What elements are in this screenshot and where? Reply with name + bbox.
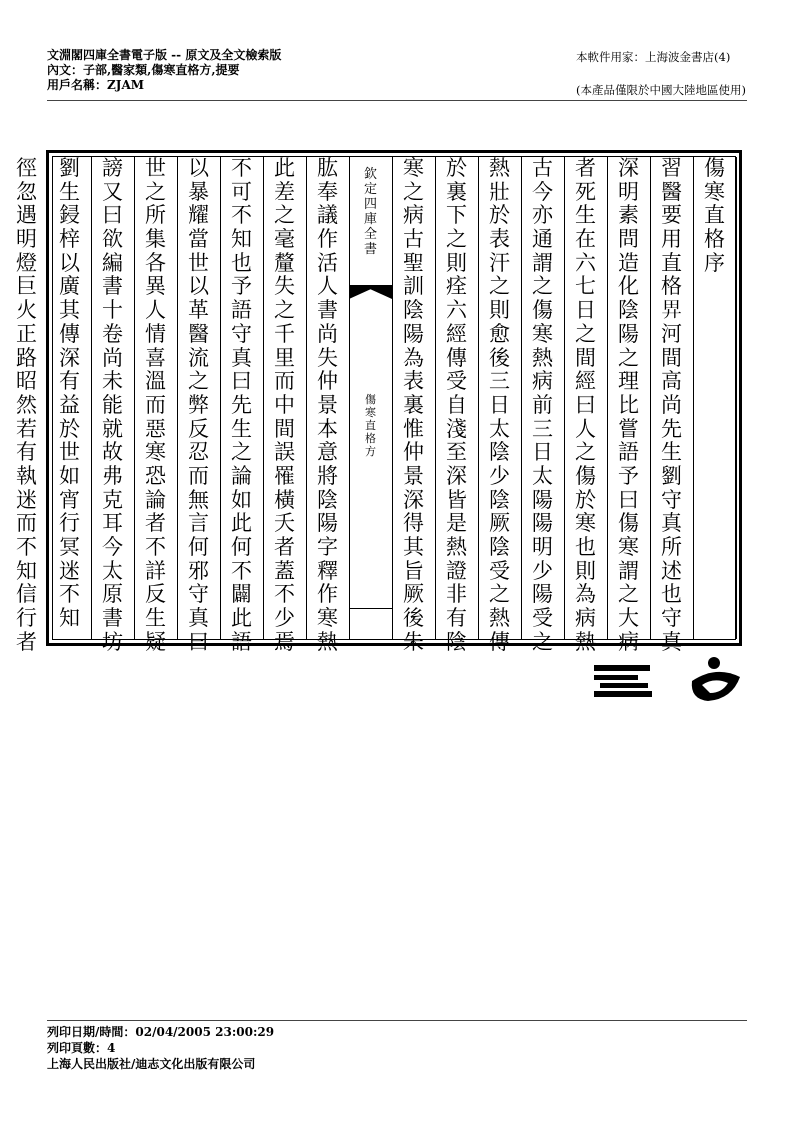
- text-column: 劉 生 鋟 梓 以 廣 其 傳 深 有 益 於 世 如 宵 行 冥 迷 不 知: [48, 157, 92, 639]
- header-username: 用戶名稱：ZJAM: [47, 78, 145, 92]
- text-column: 熱 壯 於 表 汗 之 則 愈 後 三 日 太 陰 少 陰 厥 陰 受 之 熱 傳: [478, 157, 522, 639]
- footer: [47, 1024, 274, 1072]
- spine-column: [349, 157, 393, 639]
- text-column: 肱 奉 議 作 活 人 書 尚 失 仲 景 本 意 將 陰 陽 字 釋 作 寒 熱: [306, 157, 350, 639]
- seal-right-icon: [686, 655, 746, 705]
- spine-divider: [349, 608, 392, 609]
- header-licensee: 本軟件用家：上海波金書店(4): [576, 50, 731, 64]
- text-column: 於 裏 下 之 則 痊 六 經 傳 受 自 淺 至 深 皆 是 熱 證 非 有 陰: [435, 157, 479, 639]
- header-content-path: 內文：子部,醫家類,傷寒直格方,提要: [47, 63, 240, 77]
- text-column: 此 差 之 毫 釐 失 之 千 里 而 中 間 誤 罹 橫 夭 者 蓋 不 少 焉: [263, 157, 307, 639]
- footer-divider: [47, 1020, 747, 1021]
- spine-collection-title: 欽 定 四 庫 全 書: [363, 167, 377, 257]
- header-region-notice: (本產品僅限於中國大陸地區使用): [576, 83, 746, 97]
- text-column: 謗 又 曰 欲 編 書 十 卷 尚 未 能 就 故 弗 克 耳 今 太 原 書 坊: [91, 157, 135, 639]
- header-title: 文淵閣四庫全書電子版 -- 原文及全文檢索版: [47, 48, 282, 62]
- text-column: 寒 之 病 古 聖 訓 陰 陽 為 表 裏 惟 仲 景 深 得 其 旨 厥 後 朱: [392, 157, 436, 639]
- seal-left-icon: [592, 663, 656, 699]
- text-column: 徑 忽 遇 明 燈 巨 火 正 路 昭 然 若 有 執 迷 而 不 知 信 行 者: [5, 157, 49, 639]
- text-column: 世 之 所 集 各 異 人 情 喜 溫 而 惡 寒 恐 論 者 不 詳 反 生 疑: [134, 157, 178, 639]
- text-area: [16, 156, 736, 654]
- footer-publisher: 上海人民出版社/迪志文化出版有限公司: [47, 1057, 256, 1071]
- text-column: 者 死 生 在 六 七 日 之 間 經 曰 人 之 傷 於 寒 也 則 為 病 熱: [564, 157, 608, 639]
- text-column: 以 暴 耀 當 世 以 革 醫 流 之 弊 反 忍 而 無 言 何 邪 守 真 曰: [177, 157, 221, 639]
- text-column: 古 今 亦 通 謂 之 傷 寒 熱 病 前 三 日 太 陽 陽 明 少 陽 受 之: [521, 157, 565, 639]
- text-column: 不 可 不 知 也 予 語 守 真 曰 先 生 之 論 如 此 何 不 闢 此 語: [220, 157, 264, 639]
- spine-book-title: 傷 寒 直 格 方: [365, 393, 376, 458]
- header-divider: [47, 100, 747, 101]
- footer-print-datetime: 列印日期/時間：02/04/2005 23:00:29: [47, 1025, 275, 1039]
- text-column: 深 明 素 問 造 化 陰 陽 之 理 比 嘗 語 予 曰 傷 寒 謂 之 大 病: [607, 157, 651, 639]
- fishtail-mark-icon: [349, 285, 392, 299]
- page-frame: [16, 150, 742, 654]
- header-left: [47, 48, 281, 93]
- text-column: 傷 寒 直 格 序: [693, 157, 737, 639]
- text-column: 習 醫 要 用 直 格 𢌿 河 間 高 尚 先 生 劉 守 真 所 述 也 守 真: [650, 157, 694, 639]
- footer-print-pages: 列印頁數：4: [47, 1041, 116, 1055]
- header-right: [576, 50, 746, 104]
